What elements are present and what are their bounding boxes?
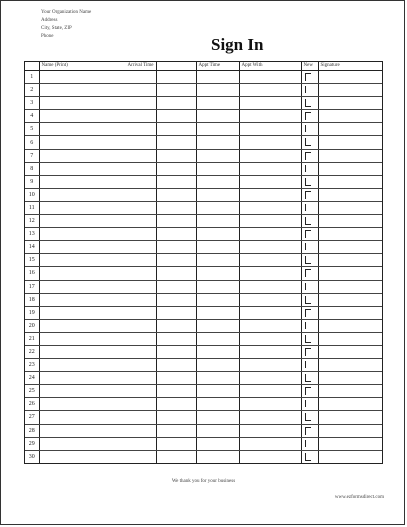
signature-cell[interactable] — [318, 306, 382, 319]
signature-cell[interactable] — [318, 175, 382, 188]
row-number: 17 — [25, 280, 39, 293]
signature-cell[interactable] — [318, 437, 382, 450]
new-patient-cell[interactable] — [301, 162, 318, 175]
column-header-number — [25, 62, 39, 71]
row-number: 30 — [25, 450, 39, 463]
row-number: 27 — [25, 411, 39, 424]
row-number: 22 — [25, 345, 39, 358]
table-row — [25, 136, 382, 149]
appt-time-cell[interactable] — [196, 424, 239, 437]
new-checkbox-bracket-icon[interactable] — [305, 335, 311, 343]
name-cell[interactable] — [39, 228, 156, 241]
name-cell[interactable] — [39, 450, 156, 463]
appt-with-cell[interactable] — [239, 450, 301, 463]
arrival-time-cell[interactable] — [156, 450, 196, 463]
arrival-time-cell[interactable] — [156, 398, 196, 411]
name-cell[interactable] — [39, 319, 156, 332]
appt-with-cell[interactable] — [239, 385, 301, 398]
signature-cell[interactable] — [318, 123, 382, 136]
appt-time-cell[interactable] — [196, 201, 239, 214]
table-row — [25, 228, 382, 241]
new-patient-cell[interactable] — [301, 136, 318, 149]
appt-time-cell[interactable] — [196, 110, 239, 123]
table-row — [25, 215, 382, 228]
arrival-time-cell[interactable] — [156, 215, 196, 228]
new-patient-cell[interactable] — [301, 372, 318, 385]
row-number: 11 — [25, 201, 39, 214]
table-row — [25, 175, 382, 188]
column-header-new: New — [301, 62, 318, 71]
arrival-time-cell[interactable] — [156, 280, 196, 293]
appt-time-cell[interactable] — [196, 123, 239, 136]
arrival-time-cell[interactable] — [156, 241, 196, 254]
name-cell[interactable] — [39, 71, 156, 84]
new-checkbox-bracket-icon[interactable] — [305, 269, 311, 277]
arrival-time-cell[interactable] — [156, 385, 196, 398]
appt-with-cell[interactable] — [239, 398, 301, 411]
column-header-appt-with: Appt With — [239, 62, 301, 71]
appt-with-cell[interactable] — [239, 306, 301, 319]
signature-cell[interactable] — [318, 424, 382, 437]
row-number: 10 — [25, 188, 39, 201]
signature-cell[interactable] — [318, 293, 382, 306]
new-patient-cell[interactable] — [301, 267, 318, 280]
new-checkbox-bracket-icon[interactable] — [305, 112, 311, 120]
signature-cell[interactable] — [318, 188, 382, 201]
appt-with-cell[interactable] — [239, 293, 301, 306]
new-checkbox-bracket-icon[interactable] — [305, 413, 311, 421]
signature-cell[interactable] — [318, 450, 382, 463]
row-number: 5 — [25, 123, 39, 136]
column-header-signature: Signature — [318, 62, 382, 71]
signature-cell[interactable] — [318, 162, 382, 175]
new-patient-cell[interactable] — [301, 201, 318, 214]
appt-time-cell[interactable] — [196, 267, 239, 280]
name-cell[interactable] — [39, 175, 156, 188]
row-number: 1 — [25, 71, 39, 84]
sign-in-table — [25, 62, 382, 463]
new-checkbox-bracket-icon[interactable] — [305, 86, 311, 93]
appt-with-cell[interactable] — [239, 175, 301, 188]
new-patient-cell[interactable] — [301, 319, 318, 332]
arrival-time-cell[interactable] — [156, 71, 196, 84]
arrival-time-cell[interactable] — [156, 175, 196, 188]
appt-time-cell[interactable] — [196, 71, 239, 84]
name-cell[interactable] — [39, 332, 156, 345]
name-cell[interactable] — [39, 188, 156, 201]
table-row — [25, 267, 382, 280]
name-cell[interactable] — [39, 398, 156, 411]
appt-with-cell[interactable] — [239, 71, 301, 84]
appt-time-cell[interactable] — [196, 188, 239, 201]
new-checkbox-bracket-icon[interactable] — [305, 99, 311, 107]
arrival-time-cell[interactable] — [156, 201, 196, 214]
table-header-row — [25, 62, 382, 71]
row-number: 7 — [25, 149, 39, 162]
table-row — [25, 97, 382, 110]
appt-with-cell[interactable] — [239, 97, 301, 110]
appt-with-cell[interactable] — [239, 110, 301, 123]
table-row — [25, 372, 382, 385]
name-cell[interactable] — [39, 437, 156, 450]
appt-time-cell[interactable] — [196, 84, 239, 97]
row-number: 24 — [25, 372, 39, 385]
table-row — [25, 188, 382, 201]
arrival-time-cell[interactable] — [156, 437, 196, 450]
new-checkbox-bracket-icon[interactable] — [305, 165, 311, 172]
new-checkbox-bracket-icon[interactable] — [305, 453, 311, 461]
new-patient-cell[interactable] — [301, 188, 318, 201]
new-patient-cell[interactable] — [301, 175, 318, 188]
signature-cell[interactable] — [318, 136, 382, 149]
organization-city-state-zip: City, State, ZIP — [41, 26, 72, 31]
new-patient-cell[interactable] — [301, 123, 318, 136]
arrival-time-cell[interactable] — [156, 84, 196, 97]
new-checkbox-bracket-icon[interactable] — [305, 400, 311, 407]
table-row — [25, 241, 382, 254]
appt-with-cell[interactable] — [239, 123, 301, 136]
new-patient-cell[interactable] — [301, 280, 318, 293]
appt-with-cell[interactable] — [239, 254, 301, 267]
column-header-name — [39, 62, 156, 71]
organization-phone: Phone — [41, 34, 54, 39]
table-row — [25, 71, 382, 84]
arrival-time-cell[interactable] — [156, 136, 196, 149]
table-row — [25, 437, 382, 450]
new-patient-cell[interactable] — [301, 241, 318, 254]
arrival-time-cell[interactable] — [156, 345, 196, 358]
new-checkbox-bracket-icon[interactable] — [305, 178, 311, 186]
signature-cell[interactable] — [318, 241, 382, 254]
appt-time-cell[interactable] — [196, 97, 239, 110]
table-row — [25, 293, 382, 306]
signature-cell[interactable] — [318, 215, 382, 228]
appt-time-cell[interactable] — [196, 319, 239, 332]
appt-with-cell[interactable] — [239, 201, 301, 214]
arrival-time-cell[interactable] — [156, 359, 196, 372]
new-patient-cell[interactable] — [301, 71, 318, 84]
new-patient-cell[interactable] — [301, 411, 318, 424]
arrival-time-cell[interactable] — [156, 306, 196, 319]
name-cell[interactable] — [39, 359, 156, 372]
appt-with-cell[interactable] — [239, 372, 301, 385]
new-patient-cell[interactable] — [301, 398, 318, 411]
appt-time-cell[interactable] — [196, 254, 239, 267]
arrival-time-cell[interactable] — [156, 149, 196, 162]
table-row — [25, 359, 382, 372]
new-checkbox-bracket-icon[interactable] — [305, 204, 311, 211]
row-number: 28 — [25, 424, 39, 437]
appt-time-cell[interactable] — [196, 411, 239, 424]
appt-with-cell[interactable] — [239, 162, 301, 175]
appt-time-cell[interactable] — [196, 149, 239, 162]
new-checkbox-bracket-icon[interactable] — [305, 230, 311, 238]
table-row — [25, 385, 382, 398]
row-number: 13 — [25, 228, 39, 241]
arrival-time-cell[interactable] — [156, 332, 196, 345]
organization-name: Your Organization Name — [41, 10, 92, 15]
signature-cell[interactable] — [318, 372, 382, 385]
name-cell[interactable] — [39, 345, 156, 358]
table-row — [25, 149, 382, 162]
signature-cell[interactable] — [318, 84, 382, 97]
name-cell[interactable] — [39, 424, 156, 437]
appt-with-cell[interactable] — [239, 437, 301, 450]
arrival-time-cell[interactable] — [156, 188, 196, 201]
table-row — [25, 110, 382, 123]
row-number: 2 — [25, 84, 39, 97]
arrival-time-cell[interactable] — [156, 162, 196, 175]
name-cell[interactable] — [39, 411, 156, 424]
appt-time-cell[interactable] — [196, 228, 239, 241]
arrival-header-label: Arrival Time — [127, 63, 154, 68]
appt-time-cell[interactable] — [196, 280, 239, 293]
table-row — [25, 424, 382, 437]
signature-cell[interactable] — [318, 359, 382, 372]
arrival-time-cell[interactable] — [156, 110, 196, 123]
appt-time-cell[interactable] — [196, 450, 239, 463]
new-patient-cell[interactable] — [301, 306, 318, 319]
appt-time-cell[interactable] — [196, 293, 239, 306]
appt-time-cell[interactable] — [196, 241, 239, 254]
page-title: Sign In — [211, 35, 264, 54]
new-patient-cell[interactable] — [301, 97, 318, 110]
new-patient-cell[interactable] — [301, 228, 318, 241]
new-patient-cell[interactable] — [301, 359, 318, 372]
new-checkbox-bracket-icon[interactable] — [305, 309, 311, 317]
appt-with-cell[interactable] — [239, 136, 301, 149]
row-number: 20 — [25, 319, 39, 332]
arrival-time-cell[interactable] — [156, 97, 196, 110]
new-patient-cell[interactable] — [301, 254, 318, 267]
name-cell[interactable] — [39, 136, 156, 149]
name-cell[interactable] — [39, 97, 156, 110]
new-patient-cell[interactable] — [301, 84, 318, 97]
new-checkbox-bracket-icon[interactable] — [305, 191, 311, 199]
organization-address: Address — [41, 18, 58, 23]
table-row — [25, 306, 382, 319]
row-number: 3 — [25, 97, 39, 110]
appt-time-cell[interactable] — [196, 215, 239, 228]
row-number: 12 — [25, 215, 39, 228]
new-checkbox-bracket-icon[interactable] — [305, 374, 311, 382]
arrival-time-cell[interactable] — [156, 267, 196, 280]
signature-cell[interactable] — [318, 110, 382, 123]
row-number: 25 — [25, 385, 39, 398]
footer-thank-you: We thank you for your business — [171, 479, 236, 484]
new-patient-cell[interactable] — [301, 149, 318, 162]
appt-with-cell[interactable] — [239, 280, 301, 293]
new-checkbox-bracket-icon[interactable] — [305, 427, 311, 435]
arrival-time-cell[interactable] — [156, 411, 196, 424]
signature-cell[interactable] — [318, 149, 382, 162]
appt-time-cell[interactable] — [196, 398, 239, 411]
name-header-label: Name (Print) — [41, 63, 68, 68]
name-cell[interactable] — [39, 385, 156, 398]
new-patient-cell[interactable] — [301, 332, 318, 345]
signature-cell[interactable] — [318, 71, 382, 84]
name-cell[interactable] — [39, 84, 156, 97]
arrival-time-cell[interactable] — [156, 123, 196, 136]
signature-cell[interactable] — [318, 267, 382, 280]
new-checkbox-bracket-icon[interactable] — [305, 440, 311, 447]
signature-cell[interactable] — [318, 254, 382, 267]
row-number: 26 — [25, 398, 39, 411]
table-row — [25, 450, 382, 463]
row-number: 16 — [25, 267, 39, 280]
table-row — [25, 123, 382, 136]
arrival-time-cell[interactable] — [156, 319, 196, 332]
name-cell[interactable] — [39, 162, 156, 175]
signature-cell[interactable] — [318, 385, 382, 398]
new-patient-cell[interactable] — [301, 424, 318, 437]
name-cell[interactable] — [39, 372, 156, 385]
row-number: 18 — [25, 293, 39, 306]
appt-with-cell[interactable] — [239, 332, 301, 345]
appt-time-cell[interactable] — [196, 162, 239, 175]
table-row — [25, 280, 382, 293]
new-checkbox-bracket-icon[interactable] — [305, 243, 311, 250]
new-checkbox-bracket-icon[interactable] — [305, 387, 311, 395]
row-number: 23 — [25, 359, 39, 372]
signature-cell[interactable] — [318, 228, 382, 241]
column-header-appt-time: Appt Time — [196, 62, 239, 71]
signature-cell[interactable] — [318, 97, 382, 110]
name-cell[interactable] — [39, 306, 156, 319]
appt-with-cell[interactable] — [239, 267, 301, 280]
appt-with-cell[interactable] — [239, 188, 301, 201]
table-row — [25, 398, 382, 411]
appt-with-cell[interactable] — [239, 149, 301, 162]
new-patient-cell[interactable] — [301, 450, 318, 463]
new-checkbox-bracket-icon[interactable] — [305, 283, 311, 290]
signature-cell[interactable] — [318, 332, 382, 345]
appt-with-cell[interactable] — [239, 84, 301, 97]
row-number: 14 — [25, 241, 39, 254]
table-row — [25, 345, 382, 358]
name-cell[interactable] — [39, 241, 156, 254]
signature-cell[interactable] — [318, 280, 382, 293]
name-cell[interactable] — [39, 254, 156, 267]
signature-cell[interactable] — [318, 411, 382, 424]
table-row — [25, 201, 382, 214]
appt-time-cell[interactable] — [196, 372, 239, 385]
arrival-time-cell[interactable] — [156, 293, 196, 306]
table-row — [25, 162, 382, 175]
table-row — [25, 254, 382, 267]
name-cell[interactable] — [39, 267, 156, 280]
table-row — [25, 319, 382, 332]
signature-cell[interactable] — [318, 398, 382, 411]
row-number: 19 — [25, 306, 39, 319]
table-row — [25, 332, 382, 345]
new-patient-cell[interactable] — [301, 385, 318, 398]
table-row — [25, 411, 382, 424]
new-checkbox-bracket-icon[interactable] — [305, 138, 311, 146]
new-checkbox-bracket-icon[interactable] — [305, 296, 311, 304]
name-cell[interactable] — [39, 293, 156, 306]
arrival-time-cell[interactable] — [156, 372, 196, 385]
appt-time-cell[interactable] — [196, 175, 239, 188]
row-number: 8 — [25, 162, 39, 175]
new-patient-cell[interactable] — [301, 110, 318, 123]
name-cell[interactable] — [39, 110, 156, 123]
appt-time-cell[interactable] — [196, 332, 239, 345]
appt-with-cell[interactable] — [239, 359, 301, 372]
appt-with-cell[interactable] — [239, 228, 301, 241]
name-cell[interactable] — [39, 201, 156, 214]
sign-in-table-frame — [24, 61, 383, 464]
arrival-time-cell[interactable] — [156, 228, 196, 241]
appt-time-cell[interactable] — [196, 359, 239, 372]
table-row — [25, 84, 382, 97]
new-patient-cell[interactable] — [301, 437, 318, 450]
appt-with-cell[interactable] — [239, 345, 301, 358]
appt-time-cell[interactable] — [196, 345, 239, 358]
new-checkbox-bracket-icon[interactable] — [305, 125, 311, 132]
row-number: 15 — [25, 254, 39, 267]
appt-time-cell[interactable] — [196, 385, 239, 398]
website-credit: www.ezformsdirect.com — [334, 495, 384, 500]
name-cell[interactable] — [39, 215, 156, 228]
appt-with-cell[interactable] — [239, 241, 301, 254]
new-checkbox-bracket-icon[interactable] — [305, 152, 311, 160]
name-cell[interactable] — [39, 280, 156, 293]
appt-time-cell[interactable] — [196, 136, 239, 149]
appt-with-cell[interactable] — [239, 319, 301, 332]
row-number: 6 — [25, 136, 39, 149]
row-number: 9 — [25, 175, 39, 188]
signature-cell[interactable] — [318, 319, 382, 332]
new-patient-cell[interactable] — [301, 293, 318, 306]
new-checkbox-bracket-icon[interactable] — [305, 256, 311, 264]
appt-time-cell[interactable] — [196, 306, 239, 319]
appt-with-cell[interactable] — [239, 411, 301, 424]
new-checkbox-bracket-icon[interactable] — [305, 361, 311, 368]
row-number: 4 — [25, 110, 39, 123]
signature-cell[interactable] — [318, 201, 382, 214]
new-patient-cell[interactable] — [301, 215, 318, 228]
new-checkbox-bracket-icon[interactable] — [305, 73, 311, 81]
name-cell[interactable] — [39, 149, 156, 162]
column-header-spacer — [156, 62, 196, 71]
arrival-time-cell[interactable] — [156, 254, 196, 267]
row-number: 21 — [25, 332, 39, 345]
appt-with-cell[interactable] — [239, 215, 301, 228]
row-number: 29 — [25, 437, 39, 450]
signature-cell[interactable] — [318, 345, 382, 358]
arrival-time-cell[interactable] — [156, 424, 196, 437]
name-cell[interactable] — [39, 123, 156, 136]
new-checkbox-bracket-icon[interactable] — [305, 217, 311, 225]
new-patient-cell[interactable] — [301, 345, 318, 358]
appt-with-cell[interactable] — [239, 424, 301, 437]
new-checkbox-bracket-icon[interactable] — [305, 348, 311, 356]
appt-time-cell[interactable] — [196, 437, 239, 450]
new-checkbox-bracket-icon[interactable] — [305, 322, 311, 329]
